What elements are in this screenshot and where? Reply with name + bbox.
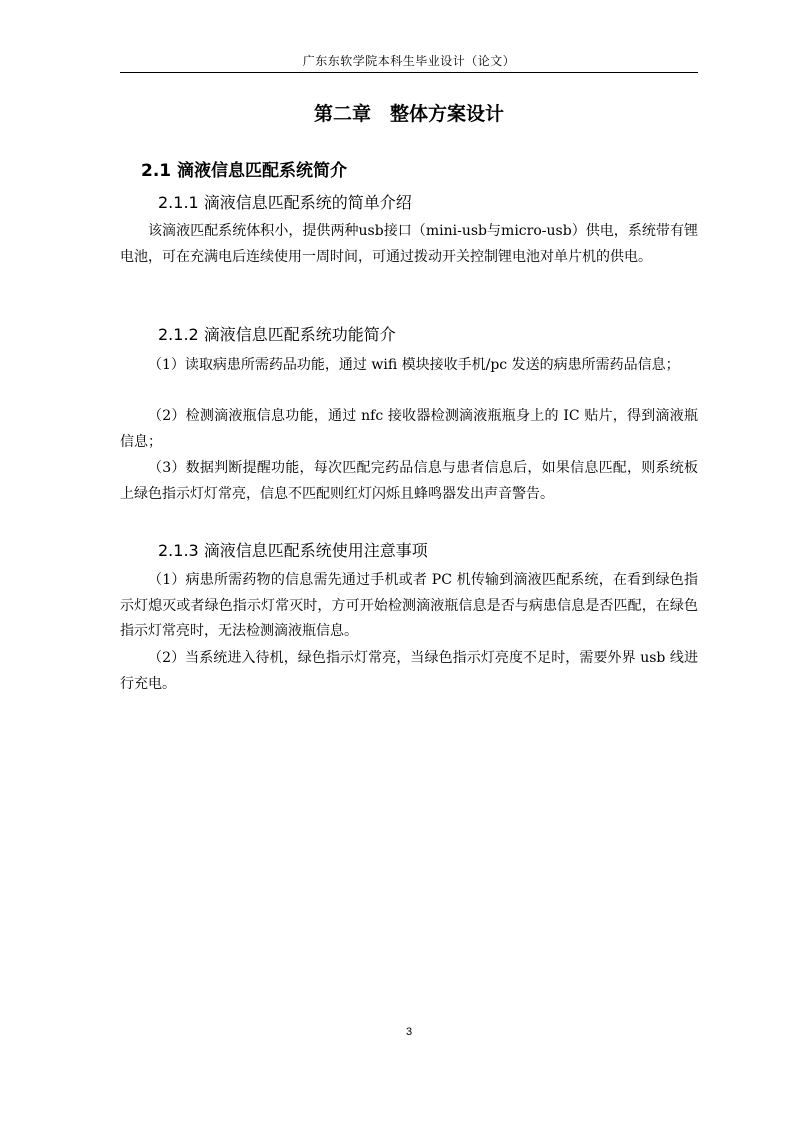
body-paragraph: 该滴液匹配系统体积小，提供两种usb接口（mini-usb与micro-usb）供电，系统带有锂电池，可在充满电后连续使用一周时间，可通过拨动开关控制锂电池对单片机的供电。 (120, 223, 698, 265)
page-header: 广东东软学院本科生毕业设计（论文） (302, 54, 516, 68)
chapter-title: 第二章 整体方案设计 (313, 103, 504, 125)
body-paragraph: （2）当系统进入待机，绿色指示灯常亮，当绿色指示灯亮度不足时，需要外界 usb 线进行充电。 (120, 650, 698, 692)
body-paragraph: （1）读取病患所需药品功能，通过 wifi 模块接收手机/pc 发送的病患所需药品信息； (148, 357, 680, 373)
subsection-heading: 2.1.1 滴液信息匹配系统的简单介绍 (158, 193, 412, 212)
subsection-heading: 2.1.3 滴液信息匹配系统使用注意事项 (158, 541, 428, 560)
body-paragraph: （2）检测滴液瓶信息功能，通过 nfc 接收器检测滴液瓶瓶身上的 IC 贴片，得到滴液瓶信息； (120, 408, 698, 450)
body-paragraph: （3）数据判断提醒功能，每次匹配完药品信息与患者信息后，如果信息匹配，则系统板上绿色指示灯灯常亮，信息不匹配则红灯闪烁且蜂鸣器发出声音警告。 (120, 460, 698, 502)
page-number: 3 (405, 1026, 413, 1038)
subsection-heading: 2.1.2 滴液信息匹配系统功能简介 (158, 325, 396, 344)
section-heading: 2.1 滴液信息匹配系统简介 (141, 161, 348, 181)
body-paragraph: （1）病患所需药物的信息需先通过手机或者 PC 机传输到滴液匹配系统，在看到绿色指示灯熄灭或者绿色指示灯常灭时，方可开始检测滴液瓶信息是否与病患信息是否匹配，在绿色指示灯常亮时，无法检测滴液瓶信息。 (120, 572, 698, 639)
header-rule (120, 72, 698, 73)
